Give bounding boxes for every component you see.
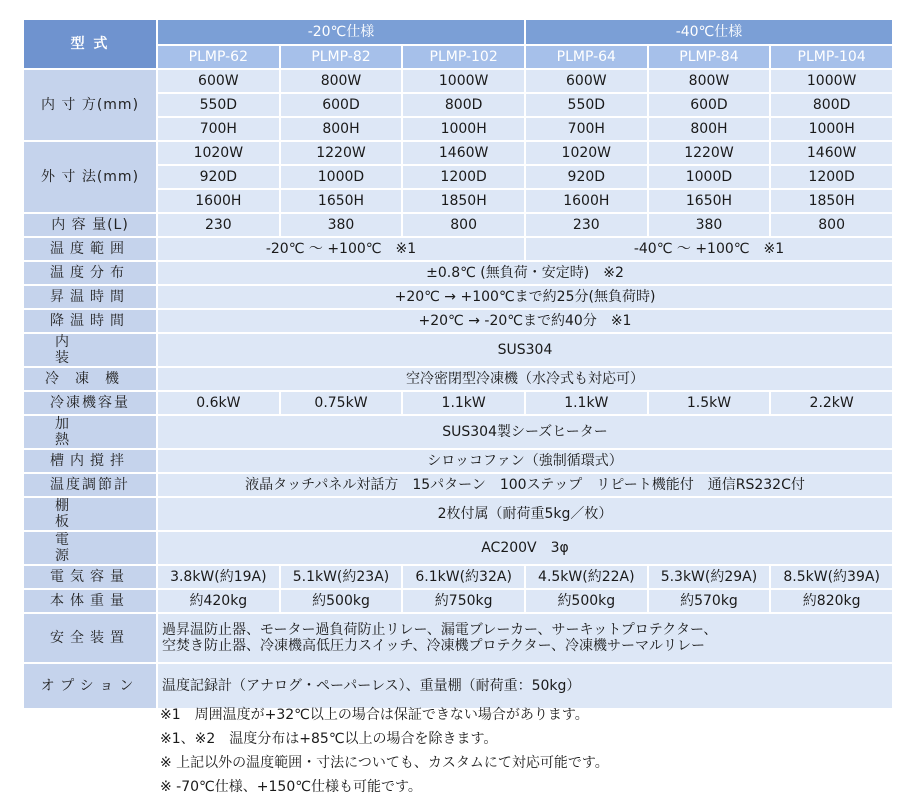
volume-cell: 380: [649, 214, 770, 236]
shelf-label: 棚板: [24, 498, 156, 530]
spec-table: [22, 18, 894, 710]
outer-h-cell: 1600H: [158, 190, 279, 212]
inner-d-cell: 550D: [158, 94, 279, 116]
footnote: ※ 上記以外の温度範囲・寸法についても、カスタムにて対応可能です。: [160, 755, 609, 771]
elec-capacity-cell: 4.5kW(約22A): [526, 566, 647, 588]
outer-w-cell: 1460W: [403, 142, 524, 164]
weight-cell: 約500kg: [281, 590, 402, 612]
refrig-capacity-cell: 1.5kW: [649, 392, 770, 414]
model-name: PLMP-62: [158, 46, 279, 68]
outer-w-cell: 1020W: [526, 142, 647, 164]
inner-w-cell: 1000W: [403, 70, 524, 92]
agitation-label: 槽内撹拌: [24, 450, 156, 472]
volume-label: 内 容 量(L): [24, 214, 156, 236]
refrig-capacity-cell: 2.2kW: [771, 392, 892, 414]
group-minus40-header: -40℃仕様: [526, 20, 892, 44]
temp-range-label: 温度範囲: [24, 238, 156, 260]
heatup-label: 昇温時間: [24, 286, 156, 308]
elec-capacity-cell: 8.5kW(約39A): [771, 566, 892, 588]
inner-d-cell: 600D: [281, 94, 402, 116]
safety-line-2: 空焚き防止器、冷凍機高低圧力スイッチ、冷凍機プロテクター、冷凍機サーマルリレー: [162, 638, 706, 654]
inner-h-cell: 800H: [281, 118, 402, 140]
footnote: ※1、※2 温度分布は+85℃以上の場合を除きます。: [160, 731, 498, 747]
temp-dist-value: ±0.8℃ (無負荷・安定時) ※2: [158, 262, 892, 284]
refrig-capacity-cell: 1.1kW: [403, 392, 524, 414]
cooldown-value: +20℃ → -20℃まで約40分 ※1: [158, 310, 892, 332]
model-name: PLMP-104: [771, 46, 892, 68]
interior-label: [24, 334, 156, 366]
refrigerator-label: 冷凍機: [24, 368, 156, 390]
elec-capacity-label: 電気容量: [24, 566, 156, 588]
refrig-capacity-cell: 1.1kW: [526, 392, 647, 414]
weight-cell: 約820kg: [771, 590, 892, 612]
power-value: AC200V 3φ: [158, 532, 892, 564]
elec-capacity-cell: 6.1kW(約32A): [403, 566, 524, 588]
temp-range-b: -40℃ ～ +100℃ ※1: [526, 238, 892, 260]
shelf-value: 2枚付属（耐荷重5kg／枚）: [158, 498, 892, 530]
inner-d-cell: 600D: [649, 94, 770, 116]
model-header: 型 式: [24, 20, 156, 68]
interior-value: SUS304: [158, 334, 892, 366]
inner-w-cell: 800W: [281, 70, 402, 92]
inner-d-cell: 800D: [403, 94, 524, 116]
inner-d-cell: 800D: [771, 94, 892, 116]
inner-w-cell: 600W: [158, 70, 279, 92]
safety-line-1: 過昇温防止器、モーター過負荷防止リレー、漏電ブレーカー、サーキットプロテクター、: [162, 622, 718, 638]
inner-w-cell: 1000W: [771, 70, 892, 92]
inner-h-cell: 700H: [526, 118, 647, 140]
refrigerator-value: 空冷密閉型冷凍機（水冷式も対応可）: [158, 368, 892, 390]
volume-cell: 800: [771, 214, 892, 236]
outer-d-cell: 920D: [526, 166, 647, 188]
volume-cell: 230: [526, 214, 647, 236]
controller-value: 液晶タッチパネル対話方 15パターン 100ステップ リピート機能付 通信RS232C付: [158, 474, 892, 496]
inner-w-cell: 600W: [526, 70, 647, 92]
temp-dist-label: 温度分布: [24, 262, 156, 284]
model-name: PLMP-64: [526, 46, 647, 68]
inner-h-cell: 800H: [649, 118, 770, 140]
outer-w-cell: 1020W: [158, 142, 279, 164]
outer-d-cell: 920D: [158, 166, 279, 188]
safety-value: [158, 614, 892, 662]
weight-cell: 約570kg: [649, 590, 770, 612]
agitation-value: シロッコファン（強制循環式）: [158, 450, 892, 472]
weight-cell: 約420kg: [158, 590, 279, 612]
outer-h-cell: 1600H: [526, 190, 647, 212]
volume-cell: 800: [403, 214, 524, 236]
footnotes: [160, 703, 609, 799]
controller-label: 温度調節計: [24, 474, 156, 496]
elec-capacity-cell: 5.1kW(約23A): [281, 566, 402, 588]
cooldown-label: 降温時間: [24, 310, 156, 332]
model-name: PLMP-84: [649, 46, 770, 68]
group-minus20-header: -20℃仕様: [158, 20, 524, 44]
weight-cell: 約500kg: [526, 590, 647, 612]
outer-w-cell: 1220W: [649, 142, 770, 164]
outer-d-cell: 1200D: [403, 166, 524, 188]
temp-range-a: -20℃ ～ +100℃ ※1: [158, 238, 524, 260]
footnote: ※ -70℃仕様、+150℃仕様も可能です。: [160, 779, 422, 795]
footnote: ※1 周囲温度が+32℃以上の場合は保証できない場合があります。: [160, 707, 589, 723]
heating-value: SUS304製シーズヒーター: [158, 416, 892, 448]
weight-cell: 約750kg: [403, 590, 524, 612]
weight-label: 本体重量: [24, 590, 156, 612]
inner-h-cell: 1000H: [771, 118, 892, 140]
inner-d-cell: 550D: [526, 94, 647, 116]
inner-h-cell: 700H: [158, 118, 279, 140]
outer-w-cell: 1220W: [281, 142, 402, 164]
outer-h-cell: 1650H: [649, 190, 770, 212]
power-label: 電源: [24, 532, 156, 564]
outer-w-cell: 1460W: [771, 142, 892, 164]
elec-capacity-cell: 5.3kW(約29A): [649, 566, 770, 588]
options-label: オプション: [24, 664, 156, 708]
heating-label: 加熱: [24, 416, 156, 448]
outer-h-cell: 1850H: [403, 190, 524, 212]
interior-label-text: 内装: [55, 334, 125, 366]
options-value: 温度記録計（アナログ・ペーパーレス）、重量棚（耐荷重：50kg）: [158, 664, 892, 708]
outer-h-cell: 1650H: [281, 190, 402, 212]
refrig-capacity-cell: 0.75kW: [281, 392, 402, 414]
model-name: PLMP-82: [281, 46, 402, 68]
inner-dims-label: 内 寸 方(mm): [24, 70, 156, 140]
elec-capacity-cell: 3.8kW(約19A): [158, 566, 279, 588]
refrig-capacity-label: 冷凍機容量: [24, 392, 156, 414]
outer-d-cell: 1000D: [281, 166, 402, 188]
safety-label: 安全装置: [24, 614, 156, 662]
model-name: PLMP-102: [403, 46, 524, 68]
volume-cell: 380: [281, 214, 402, 236]
inner-h-cell: 1000H: [403, 118, 524, 140]
refrig-capacity-cell: 0.6kW: [158, 392, 279, 414]
outer-d-cell: 1000D: [649, 166, 770, 188]
outer-h-cell: 1850H: [771, 190, 892, 212]
volume-cell: 230: [158, 214, 279, 236]
heatup-value: +20℃ → +100℃まで約25分(無負荷時): [158, 286, 892, 308]
outer-d-cell: 1200D: [771, 166, 892, 188]
outer-dims-label: 外 寸 法(mm): [24, 142, 156, 212]
inner-w-cell: 800W: [649, 70, 770, 92]
